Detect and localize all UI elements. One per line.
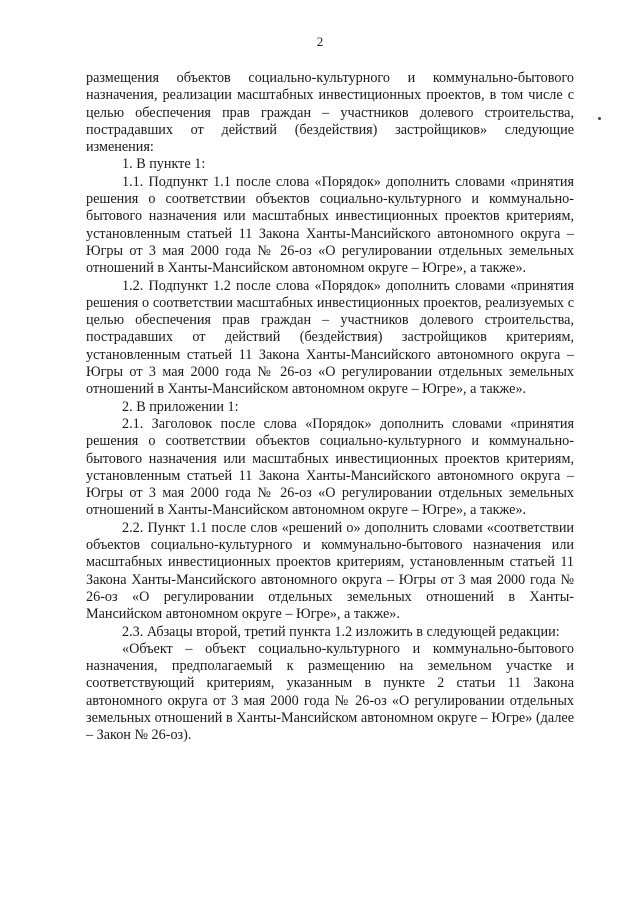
paragraph-item-1-2: 1.2. Подпункт 1.2 после слова «Порядок» дополнить словами «принятия решения о соответствии масштабных инвестиционных проектов, реализуемых с целью обеспечения прав граждан – участников долевого строительства, пострадавших от действий (бездействия) застройщиков критериям, установленным статьей 11 Закона Ханты-Мансийского автономного округа – Югры от 3 мая 2000 года № 26-оз «О регулировании отдельных земельных отношений в Ханты-Мансийском автономном округе – Югре», а также». [86,277,574,398]
paragraph-item-1-1: 1.1. Подпункт 1.1 после слова «Порядок» дополнить словами «принятия решения о соответствии объектов социально-культурного и коммунально-бытового назначения или масштабных инвестиционных проектов критериям, установленным статьей 11 Закона Ханты-Мансийского автономного округа – Югры от 3 мая 2000 года № 26-оз «О регулировании отдельных земельных отношений в Ханты-Мансийском автономном округе – Югре», а также». [86,173,574,277]
paragraph-item-2-1: 2.1. Заголовок после слова «Порядок» дополнить словами «принятия решения о соответствии объектов социально-культурного и коммунально-бытового назначения или масштабных инвестиционных проектов критериям, установленным статьей 11 Закона Ханты-Мансийского автономного округа – Югры от 3 мая 2000 года № 26-оз «О регулировании отдельных земельных отношений в Ханты-Мансийском автономном округе – Югре», а также». [86,415,574,519]
paragraph-intro-continuation: размещения объектов социально-культурного и коммунально-бытового назначения, реализации масштабных инвестиционных проектов, в том числе с целью обеспечения прав граждан – участников долевого строительства, пострадавших от действий (бездействия) застройщиков» следующие изменения: [86,70,574,156]
paragraph-item-2-2: 2.2. Пункт 1.1 после слов «решений о» дополнить словами «соответствии объектов социально-культурного и коммунально-бытового назначения или масштабных инвестиционных проектов критериям, установленным статьей 11 Закона Ханты-Мансийского автономного округа – Югры от 3 мая 2000 года № 26-оз «О регулировании отдельных земельных отношений в Ханты-Мансийском автономном округе – Югре», а также». [86,519,574,623]
paragraph-item-1: 1. В пункте 1: [122,156,206,173]
paragraph-item-2-3: 2.3. Абзацы второй, третий пункта 1.2 изложить в следующей редакции: [122,623,560,640]
document-body [86,70,574,745]
page-number: 2 [316,34,324,49]
paragraph-quoted-definition: «Объект – объект социально-культурного и коммунально-бытового назначения, предполагаемый к размещению на земельном участке и соответствующий критериям, указанным в пункте 2 статьи 11 Закона автономного округа от 3 мая 2000 года № 26-оз «О регулировании отдельных земельных отношений в Ханты-Мансийском автономном округе – Югре» (далее – Закон № 26-оз). [86,640,574,744]
paragraph-item-2: 2. В приложении 1: [122,398,239,415]
scan-speck [598,117,601,120]
